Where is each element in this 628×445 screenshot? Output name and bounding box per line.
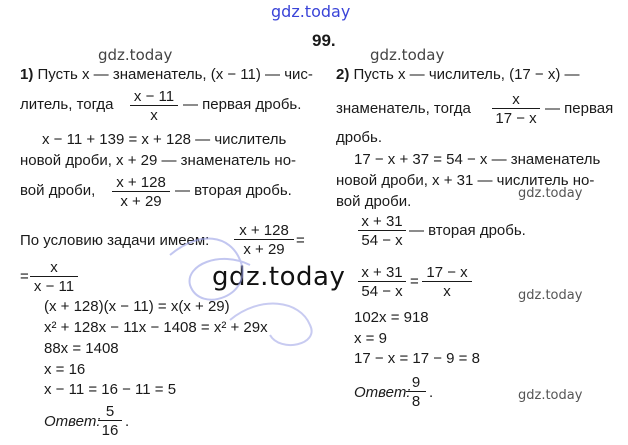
left-fraction-4 <box>30 259 78 295</box>
left-line-3: x − 11 + 139 = x + 128 — числитель <box>42 131 287 148</box>
watermark-swirl <box>160 225 370 355</box>
left-eq-lead: = <box>20 268 29 285</box>
watermark-right-2: gdz.today <box>518 288 583 303</box>
right-fraction-3-num: x + 31 <box>361 264 403 281</box>
right-line-2: знаменатель, тогда <box>336 100 471 117</box>
left-answer-num: 5 <box>105 403 115 420</box>
left-step-4: x = 16 <box>44 361 86 378</box>
left-line-1 <box>20 66 313 84</box>
right-fraction-2-den: 54 − x <box>358 230 406 249</box>
left-fraction-4-den: x − 11 <box>30 276 78 295</box>
left-fraction-1-num: x − 11 <box>133 88 175 105</box>
left-answer-tail: . <box>125 413 130 430</box>
watermark-top: gdz.today <box>271 2 351 21</box>
right-item-number: 2) <box>336 66 350 83</box>
right-step-2: x = 9 <box>354 330 387 347</box>
right-fraction-1 <box>492 91 540 127</box>
right-line-2-tail: — первая <box>545 100 614 117</box>
right-answer-tail: . <box>429 384 434 401</box>
left-answer-fraction <box>98 403 122 439</box>
left-answer-den: 16 <box>98 420 122 439</box>
left-fraction-1-den: x <box>130 105 178 124</box>
right-answer-fraction <box>406 374 426 410</box>
right-fraction-4 <box>422 264 472 300</box>
right-fraction-1-den: 17 − x <box>492 108 540 127</box>
left-line-2: литель, тогда <box>20 96 114 113</box>
left-fraction-3-num: x + 128 <box>239 222 289 239</box>
left-step-5: x − 11 = 16 − 11 = 5 <box>44 381 177 398</box>
watermark-right-3: gdz.today <box>518 388 583 403</box>
right-fraction-4-den: x <box>422 281 472 300</box>
right-fraction-4-num: 17 − x <box>426 264 468 281</box>
left-item-number: 1) <box>20 66 34 83</box>
right-answer-label <box>354 384 411 402</box>
right-line-1-text: Пусть x — числитель, (17 − x) — <box>353 66 580 83</box>
right-answer-den: 8 <box>406 391 426 410</box>
left-line-2-tail: — первая дробь. <box>183 96 302 113</box>
left-step-3: 88x = 1408 <box>44 340 119 357</box>
right-step-1: 102x = 918 <box>354 309 429 326</box>
left-fraction-1 <box>130 88 178 124</box>
right-line-5: новой дроби, x + 31 — числитель но- <box>336 172 595 189</box>
watermark-center: gdz.today <box>212 262 346 292</box>
right-fraction-2-num: x + 31 <box>361 213 403 230</box>
left-answer-label-text: Ответ: <box>44 413 101 430</box>
left-fraction-4-num: x <box>50 259 58 276</box>
left-fraction-2-num: x + 128 <box>116 174 166 191</box>
left-fraction-2-den: x + 29 <box>112 191 170 210</box>
left-line-5-tail: — вторая дробь. <box>175 182 292 199</box>
left-line-5: вой дроби, <box>20 182 96 199</box>
right-fraction-3-den: 54 − x <box>358 281 406 300</box>
left-fraction-3-tail: = <box>296 232 305 249</box>
right-line-3: дробь. <box>336 129 383 146</box>
watermark-right: gdz.today <box>370 46 445 64</box>
right-eq-sign: = <box>410 273 419 290</box>
left-line-4: новой дроби, x + 29 — знаменатель но- <box>20 152 297 169</box>
problem-number: 99. <box>312 31 336 50</box>
left-fraction-2 <box>112 174 170 210</box>
right-line-4: 17 − x + 37 = 54 − x — знаменатель <box>354 151 601 168</box>
left-step-1: (x + 128)(x − 11) = x(x + 29) <box>44 298 230 315</box>
watermark-left: gdz.today <box>98 46 173 64</box>
watermark-right-1: gdz.today <box>518 186 583 201</box>
left-fraction-3-den: x + 29 <box>234 239 294 258</box>
right-answer-label-text: Ответ: <box>354 384 411 401</box>
left-answer-label <box>44 413 101 431</box>
right-fraction-2-tail: — вторая дробь. <box>409 222 526 239</box>
right-step-3: 17 − x = 17 − 9 = 8 <box>354 350 480 367</box>
left-line-6: По условию задачи имеем: <box>20 232 210 249</box>
left-line-1-text: Пусть x — знаменатель, (x − 11) — чис- <box>37 66 313 83</box>
left-step-2: x² + 128x − 11x − 1408 = x² + 29x <box>44 319 268 336</box>
right-answer-num: 9 <box>411 374 421 391</box>
right-line-6: вой дроби. <box>336 193 412 210</box>
right-line-1 <box>336 66 580 84</box>
right-fraction-1-num: x <box>512 91 520 108</box>
